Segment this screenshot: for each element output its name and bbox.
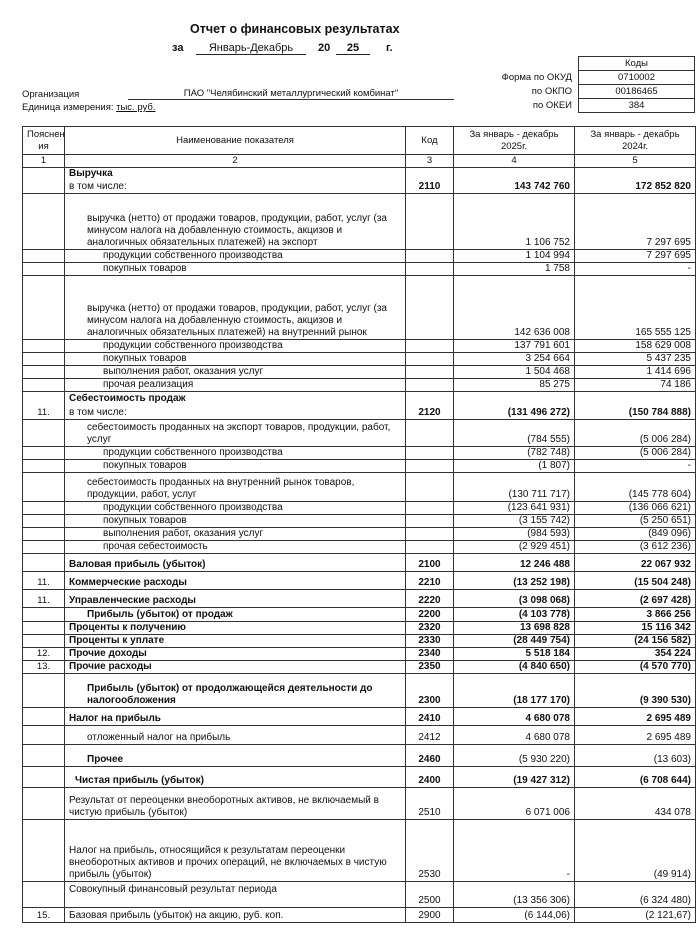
col-number: 4 xyxy=(454,155,575,168)
row-previous: (49 914) xyxy=(575,819,696,881)
row-previous: 22 067 932 xyxy=(575,553,696,571)
row-name: прочая себестоимость xyxy=(65,540,406,553)
row-name: выручка (нетто) от продажи товаров, продукции, работ, услуг (за минусом налога на добавленную стоимость, акцизов и аналогичных обязательных платежей) на внутренний рынок xyxy=(65,275,406,339)
row-current: (130 711 717) xyxy=(454,472,575,501)
row-previous: (9 390 530) xyxy=(575,673,696,707)
row-previous: (4 570 770) xyxy=(575,660,696,673)
row-name: отложенный налог на прибыль xyxy=(65,725,406,744)
row-current: 1 504 468 xyxy=(454,365,575,378)
row-name: Проценты к получению xyxy=(65,621,406,634)
okud-code: 0710002 xyxy=(579,70,694,84)
table-row xyxy=(23,459,696,472)
row-code: 2500 xyxy=(406,881,454,907)
row-name: покупных товаров xyxy=(65,459,406,472)
row-name: Себестоимость продаж xyxy=(65,391,406,405)
table-row xyxy=(23,660,696,673)
row-code: 2900 xyxy=(406,907,454,922)
row-previous: (24 156 582) xyxy=(575,634,696,647)
table-row xyxy=(23,262,696,275)
row-code: 2210 xyxy=(406,571,454,589)
okei-label: по ОКЕИ xyxy=(532,100,572,111)
table-row xyxy=(23,527,696,540)
row-current: (4 840 650) xyxy=(454,660,575,673)
row-name: в том числе: xyxy=(65,405,406,419)
row-current: 4 680 078 xyxy=(454,725,575,744)
table-row xyxy=(23,168,696,181)
row-code: 2530 xyxy=(406,819,454,881)
row-code: 2320 xyxy=(406,621,454,634)
table-row xyxy=(23,193,696,249)
row-current: (2 929 451) xyxy=(454,540,575,553)
row-name: Налог на прибыль xyxy=(65,707,406,725)
row-previous: 7 297 695 xyxy=(575,249,696,262)
row-code: 2400 xyxy=(406,766,454,787)
row-code: 2460 xyxy=(406,744,454,766)
table-row xyxy=(23,553,696,571)
row-name: выполнения работ, оказания услуг xyxy=(65,527,406,540)
row-current: 1 104 994 xyxy=(454,249,575,262)
row-previous: (150 784 888) xyxy=(575,405,696,419)
period-year-prefix: 20 xyxy=(318,42,331,54)
table-row xyxy=(23,365,696,378)
row-name: Результат от переоценки внеоборотных активов, не включаемый в чистую прибыль (убыток) xyxy=(65,787,406,819)
row-name: Налог на прибыль, относящийся к результатам переоценки внеоборотных активов и прочих операций, не включаемых в чистую прибыль (убыток) xyxy=(65,819,406,881)
col-current-header: За январь - декабрь 2025г. xyxy=(454,127,575,155)
table-row xyxy=(23,419,696,446)
row-code: 2350 xyxy=(406,660,454,673)
col-note-header: Пояснен ия xyxy=(23,127,65,155)
table-row xyxy=(23,249,696,262)
row-name: продукции собственного производства xyxy=(65,249,406,262)
row-code: 2412 xyxy=(406,725,454,744)
unit-value: тыс. руб. xyxy=(116,102,156,113)
table-row xyxy=(23,634,696,647)
row-previous: 165 555 125 xyxy=(575,275,696,339)
okei-code: 384 xyxy=(579,98,694,112)
row-current: 5 518 184 xyxy=(454,647,575,660)
row-name: Выручка xyxy=(65,168,406,181)
row-current: (123 641 931) xyxy=(454,501,575,514)
row-current: 85 275 xyxy=(454,378,575,391)
row-previous: 2 695 489 xyxy=(575,707,696,725)
okpo-label: по ОКПО xyxy=(531,86,572,97)
col-number: 1 xyxy=(23,155,65,168)
row-current: (3 098 068) xyxy=(454,589,575,607)
row-name: выполнения работ, оказания услуг xyxy=(65,365,406,378)
table-row xyxy=(23,881,696,907)
row-name: Коммерческие расходы xyxy=(65,571,406,589)
row-name: себестоимость проданных на экспорт товаров, продукции, работ, услуг xyxy=(65,419,406,446)
unit-label: Единица измерения: xyxy=(22,102,114,113)
row-name: Базовая прибыль (убыток) на акцию, руб. коп. xyxy=(65,907,406,922)
row-previous: 1 414 696 xyxy=(575,365,696,378)
table-row xyxy=(23,180,696,193)
row-current: (782 748) xyxy=(454,446,575,459)
col-code-header: Код xyxy=(406,127,454,155)
row-name: покупных товаров xyxy=(65,352,406,365)
row-name: себестоимость проданных на внутренний рынок товаров, продукции, работ, услуг xyxy=(65,472,406,501)
row-previous: 2 695 489 xyxy=(575,725,696,744)
row-note: 12. xyxy=(23,647,65,660)
table-header-row xyxy=(23,127,696,155)
table-row xyxy=(23,707,696,725)
table-row xyxy=(23,673,696,707)
row-current: (18 177 170) xyxy=(454,673,575,707)
row-name: покупных товаров xyxy=(65,514,406,527)
table-row xyxy=(23,907,696,922)
row-name: покупных товаров xyxy=(65,262,406,275)
row-current: 143 742 760 xyxy=(454,180,575,193)
row-current: (13 356 306) xyxy=(454,881,575,907)
row-name: Прибыль (убыток) от продаж xyxy=(65,607,406,621)
row-name: Совокупный финансовый результат периода xyxy=(65,881,406,907)
row-current: 6 071 006 xyxy=(454,787,575,819)
financial-results-table xyxy=(22,126,696,923)
row-previous: (13 603) xyxy=(575,744,696,766)
row-previous: 434 078 xyxy=(575,787,696,819)
row-name: продукции собственного производства xyxy=(65,501,406,514)
table-row xyxy=(23,275,696,339)
row-current: (3 155 742) xyxy=(454,514,575,527)
table-row xyxy=(23,446,696,459)
table-row xyxy=(23,391,696,405)
row-name: продукции собственного производства xyxy=(65,339,406,352)
row-name: Прочие доходы xyxy=(65,647,406,660)
row-previous: 7 297 695 xyxy=(575,193,696,249)
row-name: Прочее xyxy=(65,744,406,766)
col-previous-header: За январь - декабрь 2024г. xyxy=(575,127,696,155)
table-row xyxy=(23,378,696,391)
period-year-mark: г. xyxy=(386,42,393,54)
row-previous: (6 708 644) xyxy=(575,766,696,787)
row-current: (984 593) xyxy=(454,527,575,540)
row-current: 13 698 828 xyxy=(454,621,575,634)
table-row xyxy=(23,339,696,352)
row-code: 2300 xyxy=(406,673,454,707)
table-row xyxy=(23,607,696,621)
table-row xyxy=(23,472,696,501)
row-previous: 172 852 820 xyxy=(575,180,696,193)
row-previous: (15 504 248) xyxy=(575,571,696,589)
org-label: Организация xyxy=(22,89,80,100)
row-previous: 5 437 235 xyxy=(575,352,696,365)
period-value: Январь-Декабрь xyxy=(196,42,306,55)
col-name-header: Наименование показателя xyxy=(65,127,406,155)
row-code: 2200 xyxy=(406,607,454,621)
report-title: Отчет о финансовых результатах xyxy=(190,22,400,36)
row-previous: - xyxy=(575,459,696,472)
row-code: 2220 xyxy=(406,589,454,607)
row-current: (6 144,06) xyxy=(454,907,575,922)
row-previous: (145 778 604) xyxy=(575,472,696,501)
table-row xyxy=(23,744,696,766)
period-za: за xyxy=(172,42,184,54)
col-number: 2 xyxy=(65,155,406,168)
row-previous: (2 697 428) xyxy=(575,589,696,607)
row-previous: (3 612 236) xyxy=(575,540,696,553)
row-note: 11. xyxy=(23,405,65,419)
table-row xyxy=(23,514,696,527)
table-row xyxy=(23,540,696,553)
table-row xyxy=(23,405,696,419)
row-code: 2120 xyxy=(406,405,454,419)
row-previous: 15 116 342 xyxy=(575,621,696,634)
row-name: продукции собственного производства xyxy=(65,446,406,459)
row-current: (5 930 220) xyxy=(454,744,575,766)
row-current: 12 246 488 xyxy=(454,553,575,571)
row-current: (19 427 312) xyxy=(454,766,575,787)
table-row xyxy=(23,621,696,634)
col-number: 3 xyxy=(406,155,454,168)
row-previous: (5 250 651) xyxy=(575,514,696,527)
table-row xyxy=(23,787,696,819)
table-row xyxy=(23,766,696,787)
row-previous: 158 629 008 xyxy=(575,339,696,352)
row-code: 2340 xyxy=(406,647,454,660)
row-previous: 354 224 xyxy=(575,647,696,660)
row-name: Прибыль (убыток) от продолжающейся деятельности до налогообложения xyxy=(65,673,406,707)
row-current: 142 636 008 xyxy=(454,275,575,339)
row-current: (13 252 198) xyxy=(454,571,575,589)
row-name: в том числе: xyxy=(65,180,406,193)
row-previous: (5 006 284) xyxy=(575,446,696,459)
row-current: (1 807) xyxy=(454,459,575,472)
row-note: 11. xyxy=(23,589,65,607)
row-current: (131 496 272) xyxy=(454,405,575,419)
row-name: прочая реализация xyxy=(65,378,406,391)
row-previous: 74 186 xyxy=(575,378,696,391)
row-code: 2330 xyxy=(406,634,454,647)
row-current: 4 680 078 xyxy=(454,707,575,725)
row-previous: (136 066 621) xyxy=(575,501,696,514)
col-number: 5 xyxy=(575,155,696,168)
table-row xyxy=(23,819,696,881)
row-current: 1 758 xyxy=(454,262,575,275)
table-row xyxy=(23,352,696,365)
row-current: - xyxy=(454,819,575,881)
row-note: 15. xyxy=(23,907,65,922)
row-code: 2510 xyxy=(406,787,454,819)
row-current: 137 791 601 xyxy=(454,339,575,352)
row-name: Управленческие расходы xyxy=(65,589,406,607)
row-current: 3 254 664 xyxy=(454,352,575,365)
row-code: 2100 xyxy=(406,553,454,571)
row-previous: (6 324 480) xyxy=(575,881,696,907)
row-code: 2410 xyxy=(406,707,454,725)
codes-box xyxy=(578,56,695,113)
row-previous: (849 096) xyxy=(575,527,696,540)
row-previous: (5 006 284) xyxy=(575,419,696,446)
row-name: выручка (нетто) от продажи товаров, продукции, работ, услуг (за минусом налога на добавленную стоимость, акцизов и аналогичных обязательных платежей) на экспорт xyxy=(65,193,406,249)
row-current: 1 106 752 xyxy=(454,193,575,249)
row-name: Прочие расходы xyxy=(65,660,406,673)
table-row xyxy=(23,589,696,607)
row-current: (4 103 778) xyxy=(454,607,575,621)
codes-title: Коды xyxy=(625,58,648,69)
table-row xyxy=(23,647,696,660)
column-numbers-row xyxy=(23,155,696,168)
row-previous: 3 866 256 xyxy=(575,607,696,621)
table-row xyxy=(23,571,696,589)
okpo-code: 00186465 xyxy=(579,84,694,98)
unit-line xyxy=(22,102,155,113)
row-name: Валовая прибыль (убыток) xyxy=(65,553,406,571)
table-row xyxy=(23,501,696,514)
period-year-suffix: 25 xyxy=(336,42,370,55)
row-note: 11. xyxy=(23,571,65,589)
row-code: 2110 xyxy=(406,180,454,193)
org-name: ПАО "Челябинский металлургический комбинат" xyxy=(128,88,454,100)
table-row xyxy=(23,725,696,744)
row-name: Проценты к уплате xyxy=(65,634,406,647)
row-current: (784 555) xyxy=(454,419,575,446)
row-current: (28 449 754) xyxy=(454,634,575,647)
row-previous: - xyxy=(575,262,696,275)
row-note: 13. xyxy=(23,660,65,673)
okud-label: Форма по ОКУД xyxy=(501,72,572,83)
row-name: Чистая прибыль (убыток) xyxy=(65,766,406,787)
row-previous: (2 121,67) xyxy=(575,907,696,922)
